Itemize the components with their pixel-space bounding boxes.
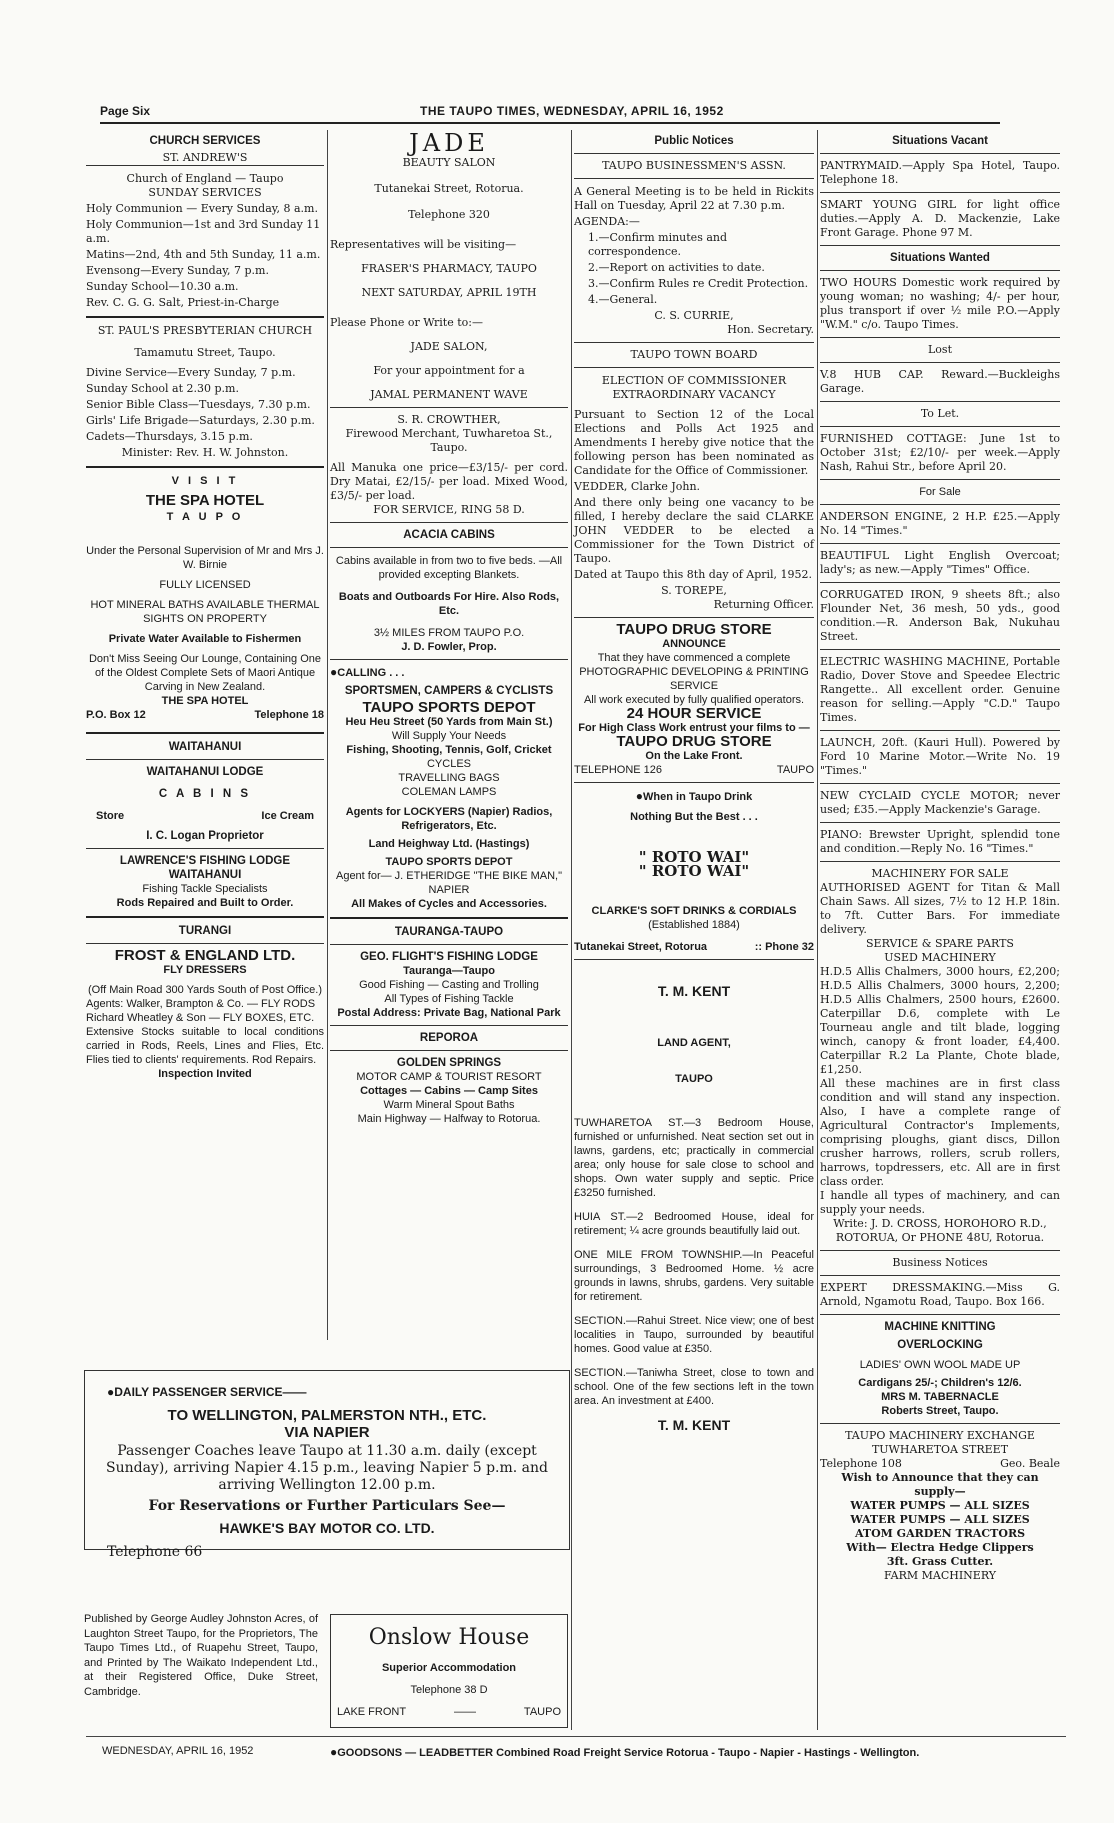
spa-line: HOT MINERAL BATHS AVAILABLE THERMAL SIGHTS ON PROPERTY: [90, 599, 320, 625]
frost-line: Richard Wheatley & Son — FLY BOXES, ETC.: [86, 1012, 315, 1024]
st-pauls-title: ST. PAUL'S PRESBYTERIAN CHURCH: [97, 324, 313, 337]
business-item: EXPERT DRESSMAKING.—Miss G. Arnold, Ngamotu Road, Taupo. Box 166.: [820, 1281, 1060, 1308]
sports-line: COLEMAN LAMPS: [401, 786, 497, 798]
reporoa-line: MOTOR CAMP & TOURIST RESORT: [356, 1071, 542, 1083]
board-name: VEDDER, Clarke John.: [574, 480, 701, 493]
forsale-item: NEW CYCLAID CYCLE MOTOR; never used; £35.—Apply Mackenzie's Garage.: [820, 789, 1060, 816]
church-line: Matins—2nd, 4th and 5th Sunday, 11 a.m.: [86, 248, 321, 261]
wanted-item: TWO HOURS Domestic work required by young woman; no washing; 4/- per hour, plus transport if over ½ mile P.O.—Apply "W.M." c/o. Taupo Times.: [820, 276, 1060, 331]
column-3: [574, 130, 814, 1550]
reporoa-heading: REPOROA: [419, 1032, 479, 1044]
roto-wai-1: " ROTO WAI": [638, 848, 750, 866]
machinery-heading: MACHINERY FOR SALE: [871, 867, 1009, 880]
flight-line: Good Fishing — Casting and Trolling: [359, 979, 539, 991]
crowther-trade: Firewood Merchant, Tuwharetoa St., Taupo.: [345, 427, 553, 454]
lawrence-line: Rods Repaired and Built to Order.: [116, 897, 294, 909]
drug-name-2: TAUPO DRUG STORE: [616, 733, 772, 750]
crowther-name: S. R. CROWTHER,: [397, 413, 501, 426]
vacant-item: SMART YOUNG GIRL for light office duties.—Apply A. D. Mackenzie, Lake Front Garage. Phone 97 M.: [820, 198, 1060, 239]
exchange-tel: Telephone 108: [820, 1457, 902, 1470]
board-sign: S. TOREPE,: [661, 584, 727, 597]
board-title: ELECTION OF COMMISSIONER EXTRAORDINARY VACANCY: [601, 374, 787, 401]
knitting-heading: MACHINE KNITTING: [884, 1321, 996, 1333]
onslow-name: Onslow House: [368, 1625, 530, 1650]
frost-line: Agents: Walker, Brampton & Co. — FLY RODS: [86, 998, 316, 1010]
sports-line: TRAVELLING BAGS: [398, 772, 500, 784]
frost-line: Extensive Stocks suitable to local conditions carried in Rods, Reels, Lines and Flies, Etc. Flies tied to clients' requirements. Rod Repairs.: [86, 1026, 324, 1066]
church-line: Holy Communion — Every Sunday, 8 a.m.: [86, 202, 318, 215]
clarke-est: (Established 1884): [648, 919, 740, 931]
lost-item: V.8 HUB CAP. Reward.—Buckleighs Garage.: [820, 368, 1060, 395]
assn-sign: C. S. CURRIE,: [654, 309, 734, 322]
clarke-name: CLARKE'S SOFT DRINKS & CORDIALS: [591, 905, 797, 917]
drug-work: All work executed by fully qualified operators.: [583, 694, 805, 706]
page-header: [100, 104, 1000, 124]
exchange-line: FARM MACHINERY: [883, 1569, 997, 1582]
board-date: Dated at Taupo this 8th day of April, 1952.: [574, 568, 813, 581]
sports-makes: All Makes of Cycles and Accessories.: [351, 898, 547, 910]
exchange-line: WATER PUMPS — ALL SIZES: [850, 1513, 1030, 1526]
sports-line: CYCLES: [426, 758, 472, 770]
sports-addr: Heu Heu Street (50 Yards from Main St.): [345, 716, 553, 728]
board-body-2: And there only being one vacancy to be filled, I hereby declare the said CLARKE JOHN VEDDER to be elected a Commissioner for the Town District of Taupo.: [574, 496, 814, 565]
column-1: [86, 130, 324, 1322]
passenger-co: HAWKE'S BAY MOTOR CO. LTD.: [219, 1520, 435, 1536]
kent-listing: HUIA ST.—2 Bedroomed House, ideal for retirement; ¼ acre grounds beautifully laid out.: [574, 1211, 814, 1237]
acacia-line: Boats and Outboards For Hire. Also Rods, Etc.: [338, 591, 560, 617]
sports-name-2: TAUPO SPORTS DEPOT: [385, 856, 513, 868]
spa-box: P.O. Box 12: [86, 709, 146, 721]
flight-line: Postal Address: Private Bag, National Park: [337, 1007, 561, 1019]
knitting-sub: OVERLOCKING: [897, 1339, 983, 1351]
passenger-bullet: ● DAILY PASSENGER SERVICE——: [107, 1385, 569, 1399]
golden-springs: GOLDEN SPRINGS: [396, 1057, 502, 1069]
spa-name: THE SPA HOTEL: [145, 492, 265, 509]
spa-line: Private Water Available to Fishermen: [108, 633, 302, 645]
exchange-line: Wish to Announce that they can supply—: [841, 1471, 1039, 1498]
vacant-heading: Situations Vacant: [892, 135, 988, 147]
tolet-item: FURNISHED COTTAGE: June 1st to October 31st; £2/10/- per week.—Apply Nash, Rahui Str., before April 20.: [820, 432, 1060, 473]
machinery-intro: AUTHORISED AGENT for Titan & Mall Chain Saws. All sizes, 7½ to 12 H.P. 18in. to 7ft. Cutter Bars. For immediate delivery.: [820, 881, 1060, 936]
jade-line: JADE SALON,: [410, 340, 488, 353]
crowther-line: FOR SERVICE, RING 58 D.: [373, 503, 525, 516]
forsale-item: BEAUTIFUL Light English Overcoat; lady's; as new.—Apply "Times" Office.: [820, 549, 1060, 576]
church-line: SUNDAY SERVICES: [148, 186, 262, 199]
assn-agenda: AGENDA:—: [574, 215, 640, 228]
drug-where: On the Lake Front.: [645, 750, 743, 762]
column-2: [330, 130, 568, 1322]
church-line: Evensong—Every Sunday, 7 p.m.: [86, 264, 269, 277]
flight-place: Tauranga—Taupo: [403, 965, 495, 977]
exchange-line: WATER PUMPS — ALL SIZES: [850, 1499, 1030, 1512]
forsale-item: ELECTRIC WASHING MACHINE, Portable Radio, Dover Stove and Speedee Electric Rangette.. All excellent order. Genuine reason for selling.—Apply "C.D." Taupo Times.: [820, 655, 1060, 724]
turangi-heading: TURANGI: [178, 925, 232, 937]
kent-listing: ONE MILE FROM TOWNSHIP.—In Peaceful surroundings, 3 Bedroomed Home. ½ acre grounds in lawns, shrubs, gardens. Very suitable for retirement.: [574, 1249, 814, 1303]
machinery-body-2: All these machines are in first class condition and will stand any inspection. Also, I have a complete range of Agricultural Contractor's Implements, comprising ploughs, giant discs, Dillon crusher harrows, rollers, scrub rollers, harrows, topdressers, etc. All are in first class order.: [820, 1077, 1060, 1188]
jade-name: JADE: [409, 129, 489, 157]
acacia-line: Cabins available in from two to five beds. —All provided excepting Blankets.: [335, 555, 563, 581]
drug-town: TAUPO: [776, 764, 814, 776]
church-line: Divine Service—Every Sunday, 7 p.m.: [86, 366, 296, 379]
vacant-item: PANTRYMAID.—Apply Spa Hotel, Taupo. Telephone 18.: [820, 159, 1060, 186]
clarke-best: Nothing But the Best . . .: [630, 811, 758, 823]
spa-line: Don't Miss Seeing Our Lounge, Containing One of the Oldest Complete Sets of Maori Antique Carving in New Zealand.: [88, 653, 321, 693]
clarke-when: ● When in Taupo Drink: [574, 789, 814, 804]
waitahanui-ice: Ice Cream: [261, 810, 314, 822]
forsale-heading: For Sale: [919, 486, 961, 498]
exchange-street: TUWHARETOA STREET: [871, 1443, 1009, 1456]
sports-who: SPORTSMEN, CAMPERS & CYCLISTS: [344, 685, 554, 697]
sports-line: Agents for LOCKYERS (Napier) Radios, Refrigerators, Etc.: [345, 806, 553, 832]
forsale-item: CORRUGATED IRON, 9 sheets 8ft.; also Flounder Net, 36 mesh, 50 yds., good condition.—R. Anderson Bak, Nukuhau Street.: [820, 588, 1060, 643]
onslow-sub: Superior Accommodation: [381, 1662, 517, 1674]
forsale-item: LAUNCH, 20ft. (Kauri Hull). Powered by Ford 10 Marine Motor.—Write No. 19 "Times.": [820, 736, 1060, 777]
kent-listing: SECTION.—Rahui Street. Nice view; one of best localities in Taupo, surrounded by beautiful homes. Good value at £350.: [574, 1315, 814, 1355]
knitting-wool: LADIES' OWN WOOL MADE UP: [859, 1359, 1021, 1371]
roto-wai-2: " ROTO WAI": [638, 862, 750, 880]
church-line: Rev. C. G. G. Salt, Priest-in-Charge: [86, 296, 280, 309]
notices-heading: Public Notices: [654, 135, 734, 147]
frost-name: FROST & ENGLAND LTD.: [114, 947, 296, 964]
st-andrews-title: ST. ANDREW'S: [86, 151, 324, 166]
footer-date: WEDNESDAY, APRIL 16, 1952: [102, 1745, 254, 1757]
onslow-house-ad: Onslow House Superior Accommodation Telephone 38 D LAKE FRONT —— TAUPO: [330, 1614, 568, 1728]
board-role: Returning Officer.: [713, 598, 814, 611]
agenda-item: 3.—Confirm Rules re Credit Protection.: [588, 277, 809, 290]
passenger-title: TO WELLINGTON, PALMERSTON NTH., ETC.: [167, 1407, 487, 1424]
spa-phone: Telephone 18: [254, 709, 324, 721]
exchange-line: With— Electra Hedge Clippers: [846, 1541, 1034, 1554]
waitahanui-store: Store: [96, 810, 125, 822]
sports-agent: Agent for— J. ETHERIDGE "THE BIKE MAN," NAPIER: [335, 870, 563, 896]
drug-high: For High Class Work entrust your films to —: [578, 722, 810, 734]
spa-name-2: THE SPA HOTEL: [161, 695, 249, 707]
onslow-right: TAUPO: [523, 1706, 561, 1718]
jade-line: For your appointment for a: [373, 364, 525, 377]
st-andrews-sub: Church of England — Taupo: [126, 172, 284, 185]
spa-line: Under the Personal Supervision of Mr and Mrs J. W. Birnie: [86, 545, 324, 571]
board-body: Pursuant to Section 12 of the Local Elections and Polls Act 1925 and Amendments I hereby give notice that the following person has been nominated as Candidate for the Office of Commissioner.: [574, 408, 814, 477]
agenda-item: 2.—Report on activities to date.: [588, 261, 765, 274]
jade-line: FRASER'S PHARMACY, TAUPO: [361, 262, 537, 275]
masthead-title: THE TAUPO TIMES, WEDNESDAY, APRIL 16, 1952: [420, 104, 724, 118]
passenger-via: VIA NAPIER: [284, 1424, 370, 1441]
drug-tel: TELEPHONE 126: [574, 764, 663, 776]
drug-name: TAUPO DRUG STORE: [616, 621, 772, 638]
assn-body: A General Meeting is to be held in Rickits Hall on Tuesday, April 22 at 7.30 p.m.: [574, 185, 814, 212]
kent-name-2: T. M. KENT: [657, 1417, 731, 1433]
business-heading: Business Notices: [892, 1256, 988, 1269]
jade-line: Please Phone or Write to:—: [330, 316, 483, 329]
exchange-heading: TAUPO MACHINERY EXCHANGE: [845, 1429, 1035, 1442]
kent-listing: SECTION.—Taniwha Street, close to town and school. One of the few sections left in the town area. An investment at £400.: [574, 1367, 814, 1407]
kent-town: TAUPO: [675, 1073, 713, 1085]
church-line: Holy Communion—1st and 3rd Sunday 11 a.m.: [86, 218, 321, 245]
jade-line: Representatives will be visiting—: [330, 238, 517, 251]
flight-line: All Types of Fishing Tackle: [384, 993, 514, 1005]
waitahanui-prop: I. C. Logan Proprietor: [146, 830, 264, 842]
exchange-line: 3ft. Grass Cutter.: [886, 1555, 994, 1568]
waitahanui-cabins: C A B I N S: [158, 788, 252, 800]
church-line: Cadets—Thursdays, 3.15 p.m.: [86, 430, 253, 443]
sports-line: Will Supply Your Needs: [391, 730, 507, 742]
machinery-body-3: I handle all types of machinery, and can supply your needs.: [820, 1189, 1060, 1216]
jade-sub: BEAUTY SALON: [402, 156, 496, 169]
spa-visit: V I S I T: [171, 475, 239, 487]
wanted-heading: Situations Wanted: [890, 252, 990, 264]
forsale-item: ANDERSON ENGINE, 2 H.P. £25.—Apply No. 14 "Times.": [820, 510, 1060, 537]
acacia-heading: ACACIA CABINS: [403, 529, 495, 541]
machinery-used: USED MACHINERY: [884, 951, 996, 964]
church-line: Senior Bible Class—Tuesdays, 7.30 p.m.: [86, 398, 311, 411]
forsale-item: PIANO: Brewster Upright, splendid tone and condition.—Reply No. 16 "Times.": [820, 828, 1060, 855]
passenger-service-box: [84, 1370, 570, 1560]
drug-announce: ANNOUNCE: [662, 638, 726, 650]
machinery-body: H.D.5 Allis Chalmers, 3000 hours, £2,200; H.D.5 Allis Chalmers, 3000 hours, 2,200; H.D.5 Allis Chalmers, 2500 hours, £2600. Caterpillar D.6, complete with Le Tourneau angle and tilt blade, logging winch, canopy & front loader, £4,400. Caterpillar R.2 La Plante, Chote blade, £1,250.: [820, 965, 1060, 1076]
church-line: Girls' Life Brigade—Saturdays, 2.30 p.m.: [86, 414, 315, 427]
church-line: Sunday School—10.30 a.m.: [86, 280, 239, 293]
board-heading: TAUPO TOWN BOARD: [630, 348, 758, 361]
knitting-addr: Roberts Street, Taupo.: [881, 1405, 999, 1417]
jade-line: NEXT SATURDAY, APRIL 19TH: [361, 286, 537, 299]
sports-line: Fishing, Shooting, Tennis, Golf, Cricket: [346, 744, 552, 756]
reporoa-line: Main Highway — Halfway to Rotorua.: [357, 1113, 541, 1125]
kent-name: T. M. KENT: [657, 983, 731, 999]
frost-invited: Inspection Invited: [158, 1068, 252, 1080]
reporoa-line: Warm Mineral Spout Baths: [383, 1099, 515, 1111]
agenda-item: 4.—General.: [588, 293, 658, 306]
crowther-line: All Manuka one price—£3/15/- per cord. Dry Matai, £2/15/- per load. Mixed Wood, £3/5/- per load.: [330, 461, 568, 502]
jade-phone: Telephone 320: [408, 208, 490, 221]
clarke-phone: :: Phone 32: [754, 941, 814, 953]
page-number: Page Six: [100, 104, 151, 118]
machinery-service: SERVICE & SPARE PARTS: [866, 937, 1014, 950]
page-footer: [86, 1736, 1066, 1763]
knitting-name: MRS M. TABERNACLE: [881, 1391, 999, 1403]
publisher-note: Published by George Audley Johnston Acres, of Laughton Street Taupo, for the Proprietors, The Taupo Times Ltd., of Ruapehu Street, Taupo, and Printed by The Waikato Independent Ltd., at their Registered Office, Duke Street, Cambridge.: [84, 1613, 318, 1698]
knitting-prices: Cardigans 25/-; Children's 12/6.: [858, 1377, 1022, 1389]
acacia-line: 3½ MILES FROM TAUPO P.O.: [373, 627, 525, 639]
tauranga-heading: TAURANGA-TAUPO: [394, 926, 504, 938]
passenger-tel: Telephone 66: [107, 1544, 203, 1560]
lawrence-place: WAITAHANUI: [168, 869, 242, 881]
lawrence-lodge: LAWRENCE'S FISHING LODGE: [119, 855, 291, 867]
lawrence-line: Fishing Tackle Specialists: [142, 883, 268, 895]
flight-name: GEO. FLIGHT'S FISHING LODGE: [360, 951, 538, 963]
spa-town: T A U P O: [166, 511, 244, 523]
clarke-addr: Tutanekai Street, Rotorua: [574, 941, 708, 953]
jade-street: Tutanekai Street, Rotorua.: [374, 182, 524, 195]
footer-goodsons: ● GOODSONS — LEADBETTER Combined Road Freight Service Rotorua - Taupo - Napier - Hastings - Wellington.: [330, 1745, 919, 1759]
machinery-write: Write: J. D. CROSS, HOROHORO R.D., ROTORUA, Or PHONE 48U, Rotorua.: [833, 1217, 1047, 1244]
jade-line: JAMAL PERMANENT WAVE: [370, 388, 528, 401]
church-line: Sunday School at 2.30 p.m.: [86, 382, 239, 395]
kent-role: LAND AGENT,: [657, 1037, 731, 1049]
tolet-heading: To Let.: [920, 407, 960, 420]
agenda-item: 1.—Confirm minutes and correspondence.: [588, 231, 728, 258]
lost-heading: Lost: [928, 343, 952, 356]
kent-listing: TUWHARETOA ST.—3 Bedroom House, furnished or unfurnished. Neat section set out in lawns, gardens, etc; practically in commercial area; only house for sale close to school and shops. Own water supply and septic. Price £3250 furnished.: [574, 1117, 814, 1199]
drug-body: That they have commenced a complete PHOTOGRAPHIC DEVELOPING & PRINTING SERVICE: [579, 652, 809, 692]
frost-line: (Off Main Road 300 Yards South of Post Office.): [88, 984, 322, 996]
spa-line: FULLY LICENSED: [159, 579, 251, 591]
church-line: Minister: Rev. H. W. Johnston.: [121, 446, 289, 459]
assn-title: TAUPO BUSINESSMEN'S ASSN.: [602, 159, 786, 172]
church-heading: CHURCH SERVICES: [149, 135, 261, 147]
passenger-body: Passenger Coaches leave Taupo at 11.30 a.m. daily (except Sunday), arriving Napier 4.15 p.m., leaving Napier 5 p.m. and arriving Wellington 12.00 p.m.: [105, 1443, 548, 1493]
column-4: [820, 130, 1060, 1730]
exchange-owner: Geo. Beale: [1000, 1457, 1060, 1470]
onslow-tel: Telephone 38 D: [410, 1684, 488, 1696]
waitahanui-lodge: WAITAHANUI LODGE: [146, 766, 264, 778]
reporoa-line: Cottages — Cabins — Camp Sites: [360, 1085, 538, 1097]
sports-name: TAUPO SPORTS DEPOT: [362, 699, 536, 716]
waitahanui-heading: WAITAHANUI: [168, 741, 242, 753]
sports-line: Land Heighway Ltd. (Hastings): [368, 838, 530, 850]
st-pauls-addr: Tamamutu Street, Taupo.: [134, 346, 276, 359]
exchange-line: ATOM GARDEN TRACTORS: [854, 1527, 1026, 1540]
sports-calling: ● CALLING . . .: [330, 665, 568, 680]
frost-sub: FLY DRESSERS: [163, 964, 247, 976]
drug-service: 24 HOUR SERVICE: [626, 705, 762, 722]
passenger-res: For Reservations or Further Particulars See—: [148, 1498, 506, 1514]
assn-sign-role: Hon. Secretary.: [727, 323, 814, 336]
acacia-line: J. D. Fowler, Prop.: [401, 641, 497, 653]
onslow-left: LAKE FRONT: [337, 1706, 407, 1718]
